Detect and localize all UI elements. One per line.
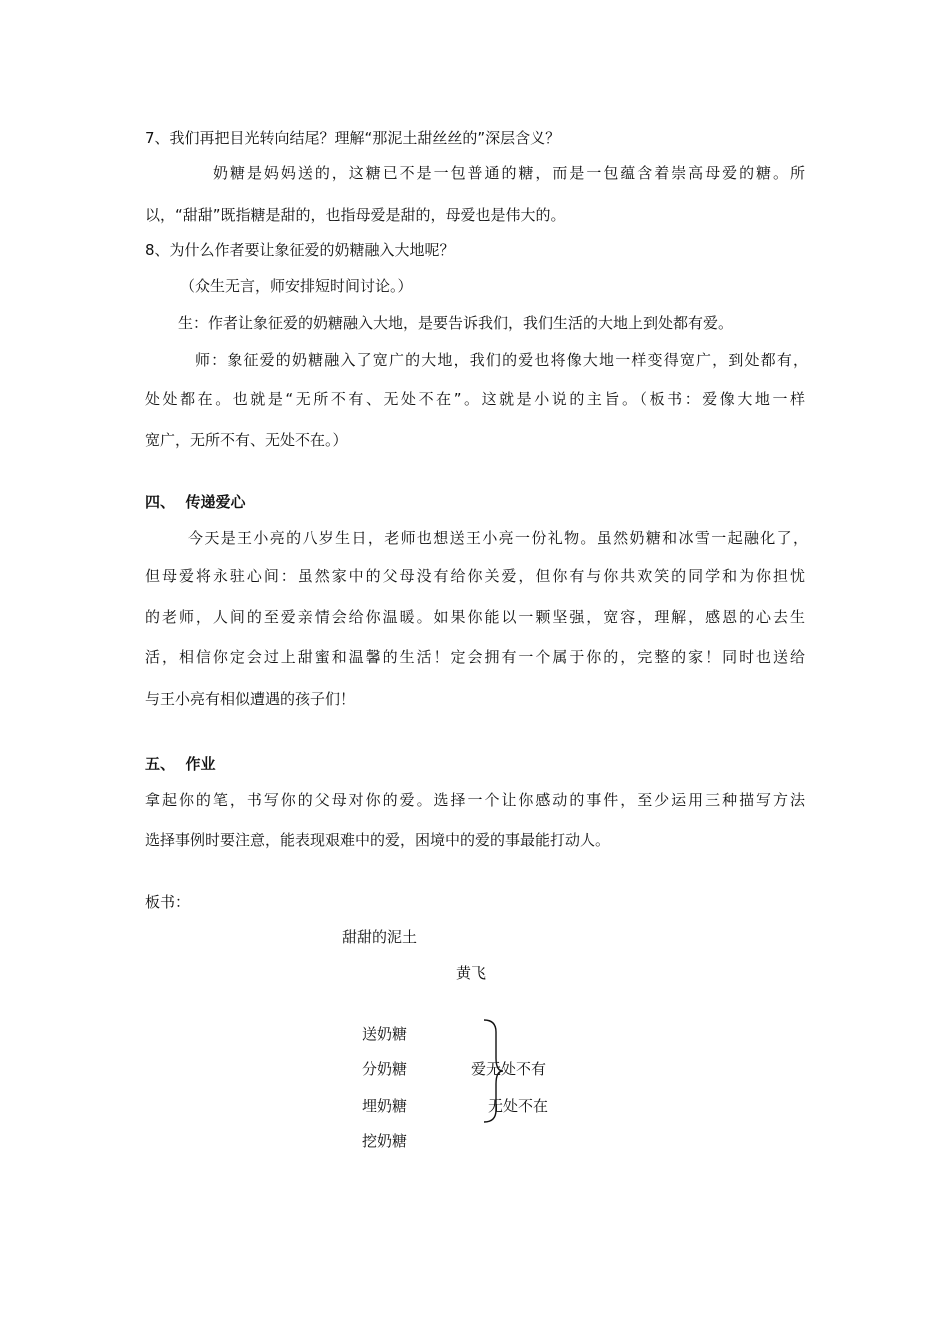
teacher-answer-line-3: 宽广，无所不有、无处不在。）	[145, 431, 348, 449]
board-label: 板书：	[145, 893, 191, 911]
board-summary-line-2: 无处不在	[488, 1097, 549, 1115]
section-5-line-2: 选择事例时要注意，能表现艰难中的爱，困境中的爱的事最能打动人。	[145, 831, 611, 849]
board-item: 送奶糖	[362, 1025, 408, 1043]
question-7: 7、我们再把目光转向结尾？理解“那泥土甜丝丝的”深层含义？	[145, 129, 561, 147]
board-item: 埋奶糖	[362, 1097, 408, 1115]
section-5-line-1: 拿起你的笔，书写你的父母对你的爱。选择一个让你感动的事件，至少运用三种描写方法	[145, 791, 805, 809]
teacher-answer-line-2: 处处都在。也就是“无所不有、无处不在”。这就是小说的主旨。（板书：爱像大地一样	[145, 390, 805, 408]
answer-7-line-1: 奶糖是妈妈送的，这糖已不是一包普通的糖，而是一包蕴含着崇高母爱的糖。所	[213, 164, 805, 182]
question-8-note: （众生无言，师安排短时间讨论。）	[180, 277, 413, 295]
section-4-title: 四、 传递爱心	[145, 493, 246, 511]
board-item: 挖奶糖	[362, 1132, 408, 1150]
section-4-line-5: 与王小亮有相似遭遇的孩子们！	[145, 690, 356, 708]
teacher-answer-line-1: 师：象征爱的奶糖融入了宽广的大地，我们的爱也将像大地一样变得宽广，到处都有，	[195, 351, 808, 369]
board-author: 黄飞	[456, 964, 487, 982]
answer-7-line-2: 以，“甜甜”既指糖是甜的，也指母爱是甜的，母爱也是伟大的。	[145, 206, 566, 224]
section-4-line-2: 但母爱将永驻心间：虽然家中的父母没有给你关爱，但你有与你共欢笑的同学和为你担忧	[145, 567, 805, 585]
student-answer: 生：作者让象征爱的奶糖融入大地，是要告诉我们，我们生活的大地上到处都有爱。	[178, 314, 734, 332]
board-item: 分奶糖	[362, 1060, 408, 1078]
section-4-line-3: 的老师，人间的至爱亲情会给你温暖。如果你能以一颗坚强，宽容，理解，感恩的心去生	[145, 608, 805, 626]
board-summary-line-1: 爱无处不有	[471, 1060, 547, 1078]
section-4-line-1: 今天是王小亮的八岁生日，老师也想送王小亮一份礼物。虽然奶糖和冰雪一起融化了，	[188, 529, 808, 547]
question-8: 8、为什么作者要让象征爱的奶糖融入大地呢？	[145, 241, 455, 259]
section-5-title: 五、 作业	[145, 755, 216, 773]
board-title: 甜甜的泥土	[342, 928, 418, 946]
section-4-line-4: 活，相信你定会过上甜蜜和温馨的生活！定会拥有一个属于你的，完整的家！同时也送给	[145, 648, 805, 666]
